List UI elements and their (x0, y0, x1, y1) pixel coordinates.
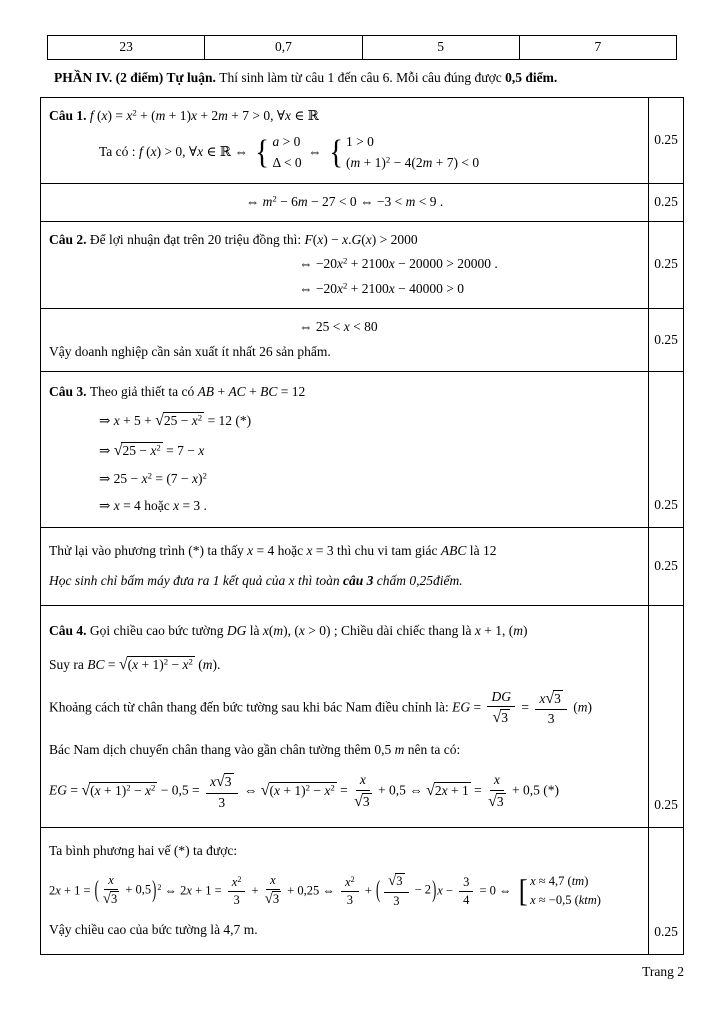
solution-line: Bác Nam dịch chuyển chân thang vào gần chân tường thêm 0,5 m nên ta có: (49, 741, 461, 757)
solution-content (41, 606, 648, 827)
solution-line: Vậy chiều cao của bức tường là 4,7 m. (49, 922, 258, 938)
answer-grid-table (47, 35, 677, 60)
solution-row (41, 528, 683, 606)
solution-content (41, 372, 648, 527)
solution-line: ⇔ $-20x^2 + 2100x - 20000 > 20000$ . (299, 256, 498, 272)
score-value: 0.25 (654, 193, 678, 209)
solution-line: Câu 4. Gọi chiều cao bức tường DG là x(m), (x > 0) ; Chiều dài chiếc thang là x + 1, (m) (49, 623, 528, 639)
solution-content (41, 184, 648, 221)
solution-line: ⇔ $m^2 - 6m - 27 < 0$ ⇔ −3 < m < 9 . (245, 193, 444, 209)
score-value: 0.25 (654, 331, 678, 347)
solution-line: Câu 2. Để lợi nhuận đạt trên 20 triệu đồng thì: F(x) − x.G(x) > 2000 (49, 231, 418, 247)
solution-row (41, 309, 683, 372)
answer-grid-cell: 5 (362, 36, 519, 60)
solution-line: ⇒ $x + 5 + √25 - x^2 = 12$ (*) (99, 411, 252, 429)
solution-table (40, 97, 684, 955)
solution-content (41, 309, 648, 371)
score-cell (648, 309, 683, 371)
solution-line: Học sinh chỉ bấm máy đưa ra 1 kết quả của x thì toàn câu 3 chấm 0,25điểm. (49, 573, 463, 589)
solution-line: Khoảng cách từ chân thang đến bức tường sau khi bác Nam điều chỉnh là: EG = $\frac{DG}{√3}$ = $\frac{x√3}{3}$ (m) (49, 689, 592, 727)
solution-line: Ta có : f (x) > 0, ∀x ∈ ℝ ⇔ { a > 0 Δ < 0 ⇔ { 1 > 0 $(m + 1)^2 - 4(2m + 7) < 0$ (99, 133, 480, 171)
score-cell (648, 222, 683, 309)
solution-line: Vậy doanh nghiệp cần sản xuất ít nhất 26 sản phẩm. (49, 344, 331, 360)
solution-line: ⇔ $-20x^2 + 2100x - 40000 > 0$ (299, 280, 464, 297)
solution-row (41, 98, 683, 184)
solution-line: Ta bình phương hai vế (*) ta được: (49, 842, 238, 858)
score-cell (648, 184, 683, 221)
score-value: 0.25 (654, 558, 678, 574)
solution-line: ⇒ $25 - x^2 = (7 - x)^2$ (99, 471, 207, 487)
solution-row (41, 828, 683, 955)
solution-row (41, 372, 683, 528)
score-cell (648, 372, 683, 527)
answer-grid-cell: 7 (519, 36, 676, 60)
solution-line: Câu 1. f $(x) = x^2 + (m + 1)x + 2m + 7 > 0$, ∀x ∈ ℝ (49, 107, 319, 123)
solution-line: ⇒ x = 4 hoặc x = 3 . (99, 498, 207, 514)
solution-line: Câu 3. Theo giả thiết ta có AB + AC + BC = 12 (49, 383, 306, 399)
score-cell (648, 828, 683, 955)
solution-row (41, 606, 683, 828)
solution-line: ⇔ 25 < x < 80 (299, 319, 378, 335)
score-value: 0.25 (654, 497, 678, 513)
solution-line: 2x + 1 = ( $\frac{x}{√3}$ + 0,5 ) $^2$ ⇔ 2x + 1 = $\frac{x^2}{3}$ + $\frac{x}{√3}$ + 0,25 ⇔ $\frac{x^2}{3}$ + ( $\frac{√3}{3}$ − 2 ) x − $\frac{3}{4}$ = 0 ⇔ [ x ≈ 4,7 (tm) x ≈ −0,5 (ktm) (49, 873, 601, 909)
solution-line: ⇒ $√25 - x^2 = 7 - x$ (99, 442, 205, 460)
solution-line: Suy ra BC = $√(x + 1)^2 - x^2$ (m). (49, 655, 221, 673)
score-value: 0.25 (654, 131, 678, 147)
score-value: 0.25 (654, 924, 678, 940)
solution-row (41, 222, 683, 310)
score-cell (648, 98, 683, 183)
solution-content (41, 222, 648, 309)
solution-row (41, 184, 683, 222)
solution-content (41, 528, 648, 605)
score-value: 0.25 (654, 256, 678, 272)
solution-line: EG = $√(x + 1)^2 - x^2 - 0,5$ = $\frac{x√3}{3}$ ⇔ $√(x + 1)^2 - x^2$ = $\frac{x}{√3}$ + 0,5 ⇔ √2x + 1 = $\frac{x}{√3}$ + 0,5 (*) (49, 772, 559, 810)
score-cell (648, 606, 683, 827)
answer-grid-row (48, 36, 677, 60)
solution-line: Thử lại vào phương trình (*) ta thấy x = 4 hoặc x = 3 thì chu vi tam giác ABC là 12 (49, 543, 497, 559)
solution-content (41, 828, 648, 955)
page-number: Trang 2 (642, 964, 684, 980)
answer-grid-cell: 23 (48, 36, 205, 60)
score-cell (648, 528, 683, 605)
score-value: 0.25 (654, 796, 678, 812)
answer-grid-cell: 0,7 (205, 36, 362, 60)
solution-content (41, 98, 648, 183)
section-heading: PHẦN IV. (2 điểm) Tự luận. Thí sinh làm từ câu 1 đến câu 6. Mỗi câu đúng được 0,5 điểm. (54, 70, 558, 85)
